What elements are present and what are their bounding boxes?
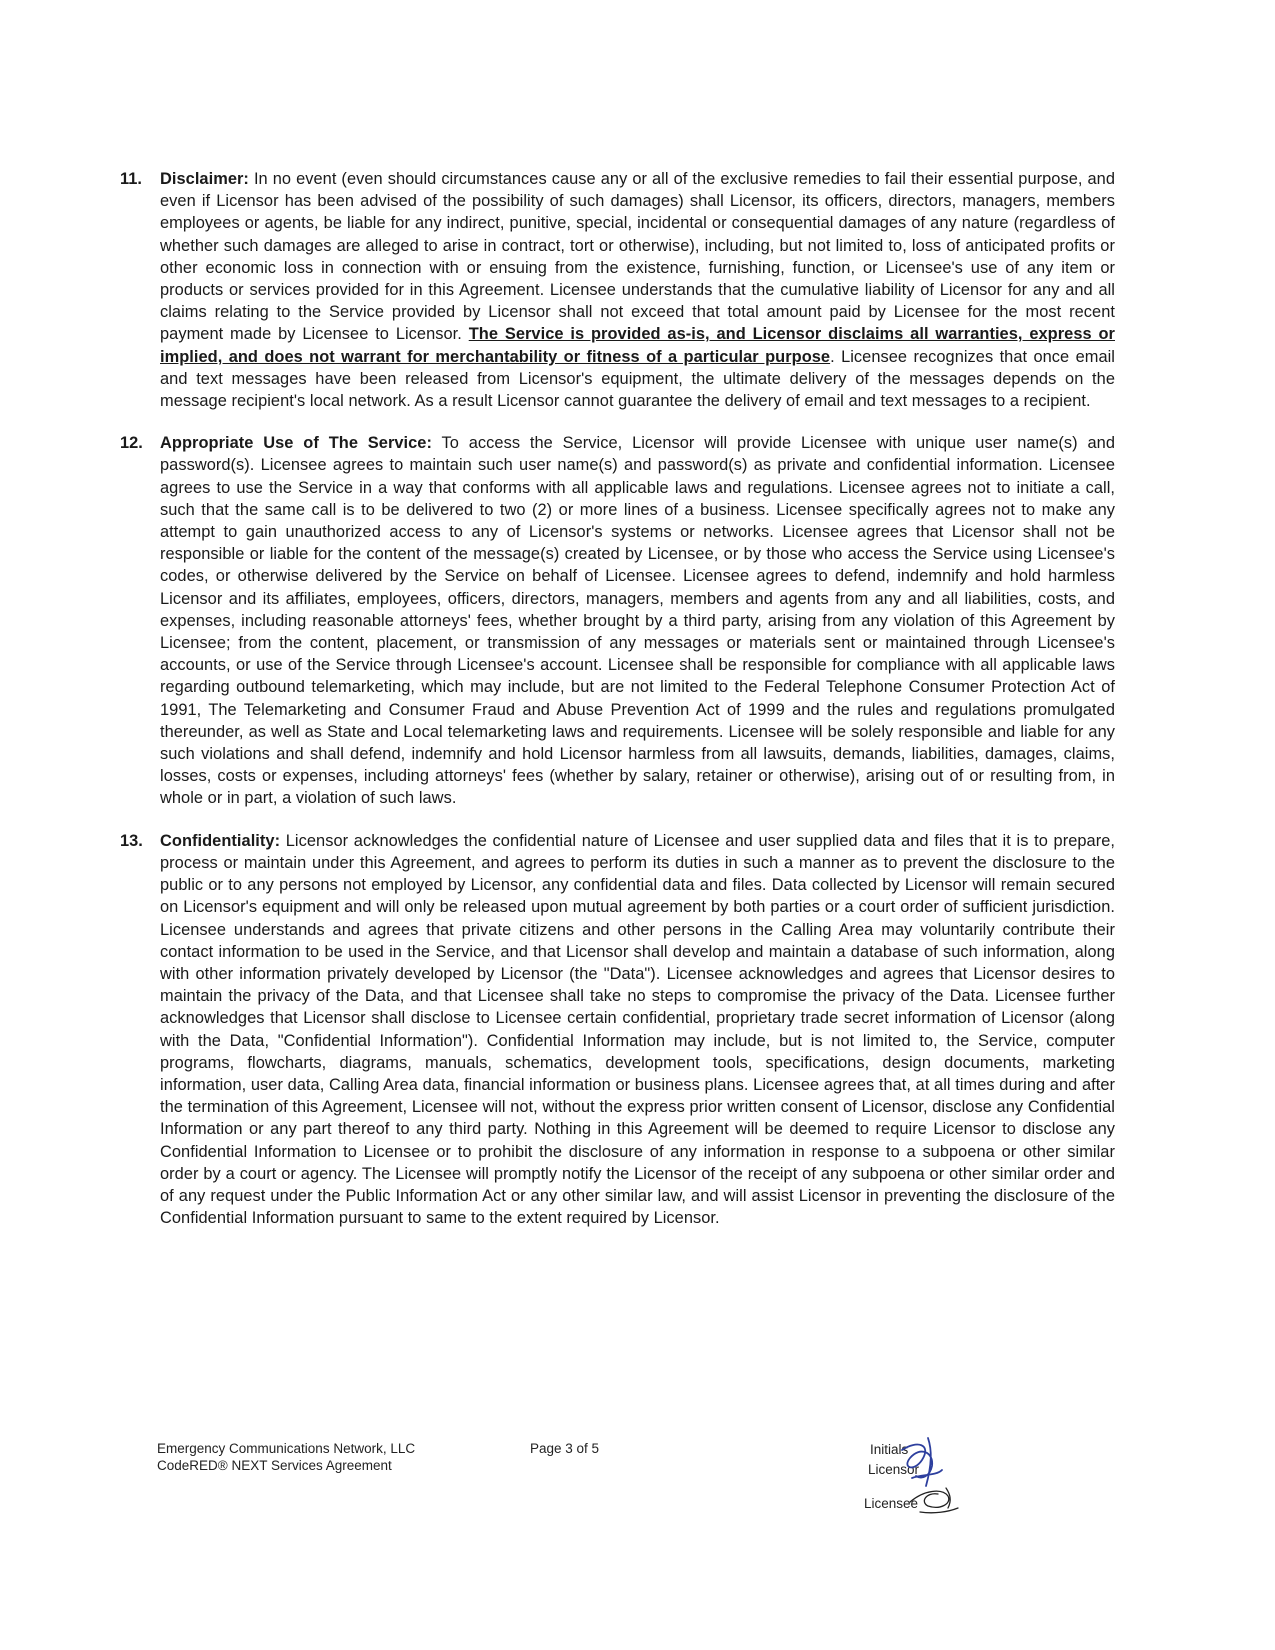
initials-signature-icon (862, 1430, 1002, 1520)
clause-title: Confidentiality: (160, 831, 281, 850)
clause-emphasis: The Service is provided as-is, and Licensor disclaims all warranties, express or implied, and does not warrant for merchantability or fitness of a particular purpose (160, 325, 1115, 366)
footer-company-block (157, 1440, 415, 1474)
clause-11-disclaimer (120, 168, 1115, 412)
initials-label: Initials (870, 1442, 909, 1457)
clause-text: To access the Service, Licensor will provide Licensee with unique user name(s) and password(s). Licensee agrees to maintain such user name(s) and password(s) as private and confidential information. Licensee agrees to use the Service in a way that conforms with all applicable laws and regulations. Licensee agrees not to initiate a call, such that the same call is to be delivered to two (2) or more lines of a business. Licensee specifically agrees not to make any attempt to gain unauthorized access to any of Licensor's systems or networks. Licensee agrees that Licensor shall not be responsible or liable for the content of the message(s) created by Licensee, or by those who access the Service using Licensee's codes, or otherwise delivered by the Service on behalf of Licensee. Licensee agrees to defend, indemnify and hold harmless Licensor and its affiliates, employees, officers, directors, managers, members and agents from any and all liabilities, costs, and expenses, including reasonable attorneys' fees, whether brought by a third party, arising from any violation of this Agreement by Licensee; from the content, placement, or transmission of any messages or materials sent or maintained through Licensee's accounts, or use of the Service through Licensee's account. Licensee shall be responsible for compliance with all applicable laws regarding outbound telemarketing, which may include, but are not limited to the Federal Telephone Consumer Protection Act of 1991, The Telemarketing and Consumer Fraud and Abuse Prevention Act of 1999 and the rules and regulations promulgated thereunder, as well as State and Local telemarketing laws and requirements. Licensee will be solely responsible and liable for any such violations and shall defend, indemnify and hold Licensor harmless from all lawsuits, demands, liabilities, damages, claims, losses, costs or expenses, including attorneys' fees (whether by salary, retainer or otherwise), arising out of or resulting from, in whole or in part, a violation of such laws. (160, 434, 1115, 808)
clause-number: 12. (120, 434, 143, 453)
clause-number: 11. (120, 170, 142, 188)
clause-number: 13. (120, 831, 143, 850)
clause-body (160, 168, 1115, 412)
clause-title: Disclaimer: (160, 170, 249, 188)
clause-body (160, 830, 1115, 1230)
clause-text: In no event (even should circumstances cause any or all of the exclusive remedies to fail their essential purpose, and even if Licensor has been advised of the possibility of such damages) shall Licensor, its officers, directors, managers, members employees or agents, be liable for any indirect, punitive, special, incidental or consequential damages of any nature (regardless of whether such damages are alleged to arise in contract, tort or otherwise), including, but not limited to, loss of anticipated profits or other economic loss in connection with or ensuing from the existence, furnishing, function, or Licensee's use of any item or products or services provided for in this Agreement. Licensee understands that the cumulative liability of Licensor for any and all claims relating to the Service provided by Licensor shall not exceed that total amount paid by Licensee for the most recent payment made by Licensee to Licensor. (160, 170, 1115, 344)
clause-body (160, 432, 1115, 809)
licensor-label: Licensor (868, 1462, 920, 1477)
footer-page-number: Page 3 of 5 (530, 1441, 600, 1456)
clause-12-appropriate-use (120, 432, 1115, 809)
initials-block (862, 1430, 1002, 1520)
clause-list (120, 168, 1115, 1249)
clause-text: Licensor acknowledges the confidential nature of Licensee and user supplied data and files that it is to prepare, process or maintain under this Agreement, and agrees to perform its duties in such a manner as to prevent the disclosure to the public or to any persons not employed by Licensor, any confidential data and files. Data collected by Licensor will remain secured on Licensor's equipment and will only be released upon mutual agreement by both parties or a court order of sufficient jurisdiction. Licensee understands and agrees that private citizens and other persons in the Calling Area may voluntarily contribute their contact information to be used in the Service, and that Licensor shall develop and maintain a database of such information, along with other information privately developed by Licensor (the "Data"). Licensee acknowledges and agrees that Licensor desires to maintain the privacy of the Data, and that Licensee shall take no steps to compromise the privacy of the Data. Licensee further acknowledges that Licensor shall disclose to Licensee certain confidential, proprietary trade secret information of Licensor (along with the Data, "Confidential Information"). Confidential Information may include, but is not limited to, the Service, computer programs, flowcharts, diagrams, manuals, schematics, development tools, specifications, design documents, marketing information, user data, Calling Area data, financial information or business plans. Licensee agrees that, at all times during and after the termination of this Agreement, Licensee will not, without the express prior written consent of Licensor, disclose any Confidential Information or any part thereof to any third party. Nothing in this Agreement will be deemed to require Licensor to disclose any Confidential Information to Licensee or to prohibit the disclosure of any information in response to a subpoena or other similar order by a court or agency. The Licensee will promptly notify the Licensor of the receipt of any subpoena or other similar order and of any request under the Public Information Act or any other similar law, and will assist Licensor in preventing the disclosure of the Confidential Information pursuant to same to the extent required by Licensor. (160, 831, 1115, 1228)
footer-agreement: CodeRED® NEXT Services Agreement (157, 1458, 392, 1473)
footer-company: Emergency Communications Network, LLC (157, 1441, 416, 1456)
clause-text-after: . Licensee recognizes that once email and text messages have been released from Licensor's equipment, the ultimate delivery of the messages depends on the message recipient's local network. As a result Licensor cannot guarantee the delivery of email and text messages to a recipient. (160, 347, 1115, 411)
clause-title: Appropriate Use of The Service: (160, 434, 432, 453)
licensee-label: Licensee (864, 1496, 919, 1511)
clause-13-confidentiality (120, 830, 1115, 1230)
